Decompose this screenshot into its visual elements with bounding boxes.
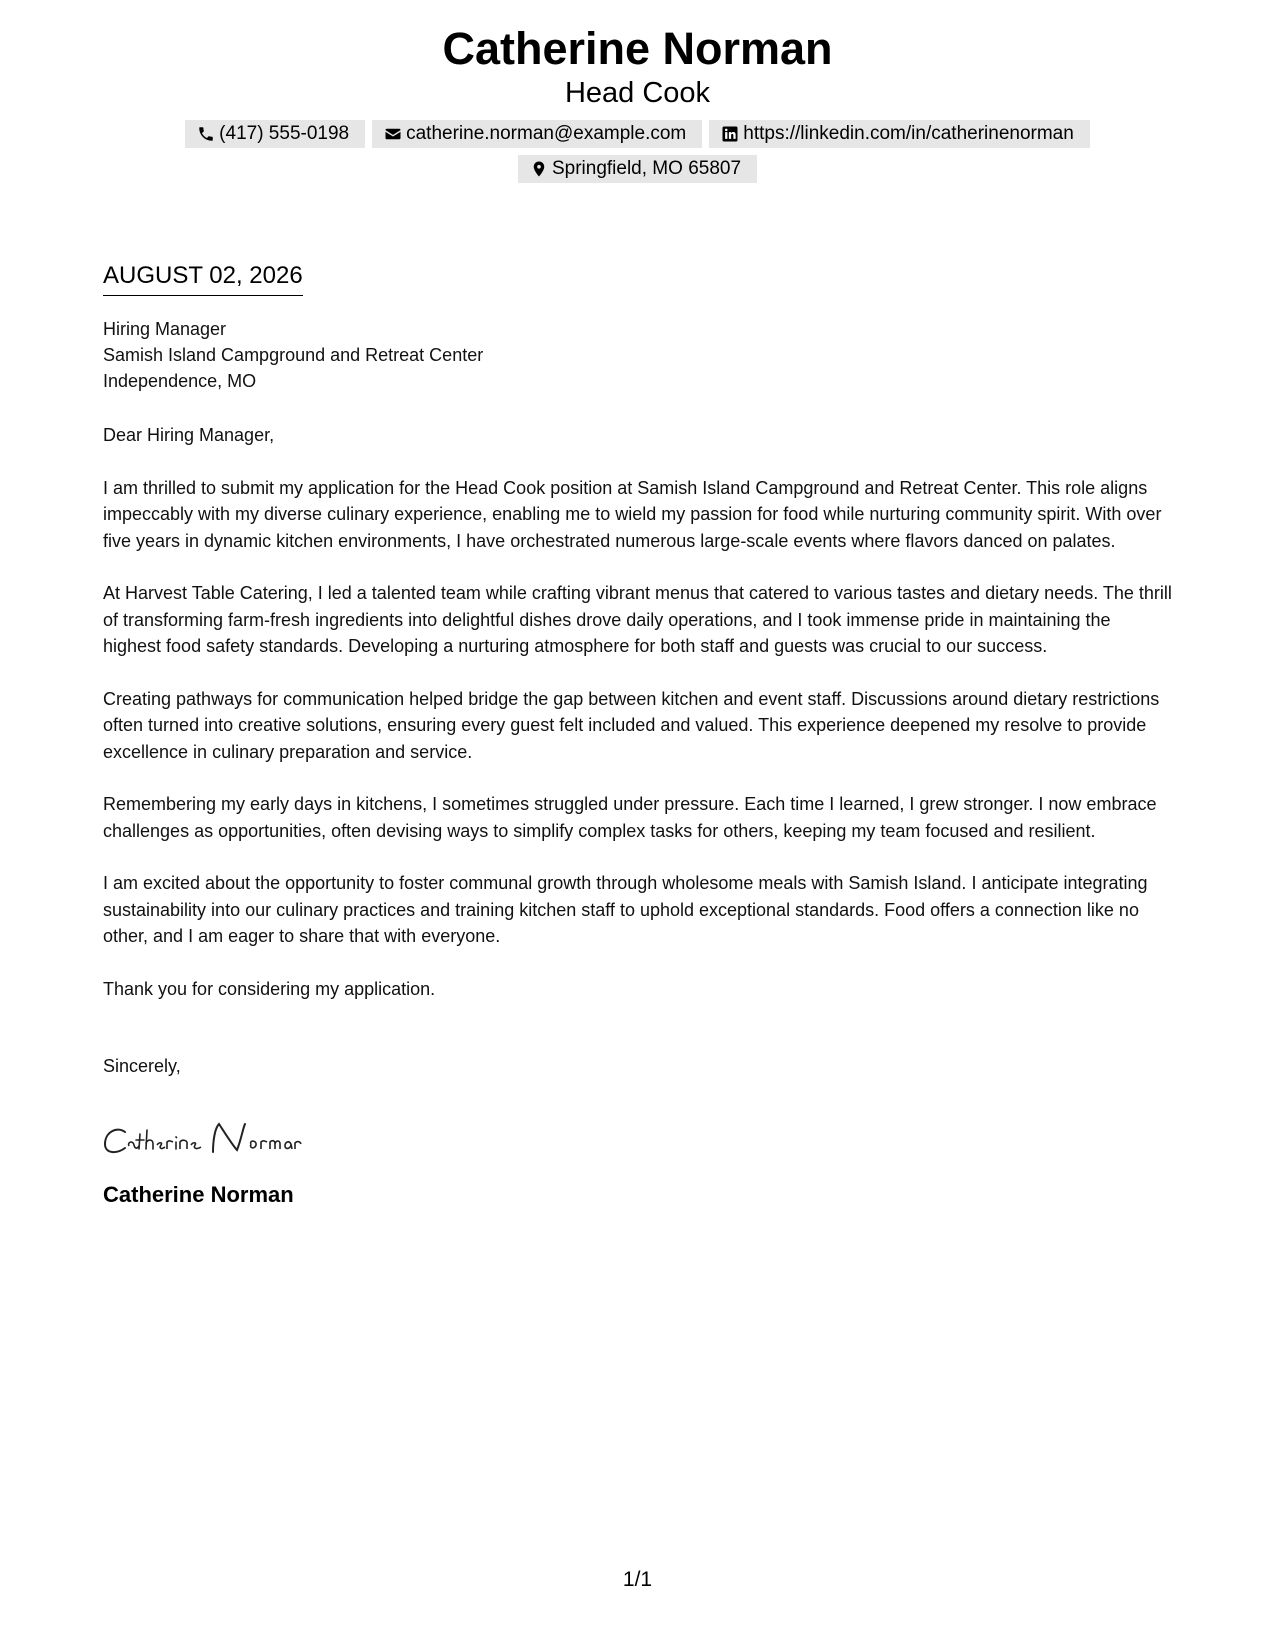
contact-location — [518, 155, 757, 183]
recipient-block — [103, 316, 1173, 394]
letter-body — [103, 260, 1173, 1208]
recipient-line: Independence, MO — [103, 371, 257, 391]
contact-bar — [178, 120, 1098, 183]
body-paragraph: At Harvest Table Catering, I led a talented team while crafting vibrant menus that catered to various tastes and dietary needs. The thrill of transforming farm-fresh ingredients into delightful dishes drove daily operations, and I took immense pride in maintaining the highest food safety standards. Developing a nurturing atmosphere for both staff and guests was crucial to our success. — [103, 583, 1172, 656]
recipient-line: Samish Island Campground and Retreat Center — [103, 345, 484, 365]
applicant-title: Head Cook — [564, 77, 711, 109]
page-indicator: 1/1 — [622, 1568, 653, 1591]
recipient-line: Hiring Manager — [103, 319, 227, 339]
greeting: Dear Hiring Manager, — [103, 425, 275, 445]
contact-email[interactable] — [372, 120, 702, 148]
letter-date: AUGUST 02, 2026 — [103, 260, 303, 296]
body-paragraph: I am thrilled to submit my application for the Head Cook position at Samish Island Campground and Retreat Center. This role aligns impeccably with my diverse culinary experience, enabling me to wield my passion for food while nurturing community spirit. With over five years in dynamic kitchen environments, I have orchestrated numerous large-scale events where flavors danced on palates. — [103, 477, 1162, 551]
contact-linkedin[interactable] — [709, 120, 1090, 148]
phone-icon — [197, 125, 215, 143]
map-marker-icon — [530, 160, 548, 178]
email-text[interactable]: catherine.norman@example.com — [406, 123, 687, 144]
body-paragraph: Creating pathways for communication helped bridge the gap between kitchen and event staff. Discussions around dietary restrictions often turned into creative solutions, ensuring every guest felt included and valued. This experience deepened my resolve to provide excellence in culinary preparation and service. — [103, 688, 1160, 762]
contact-phone — [185, 120, 365, 148]
envelope-icon — [384, 125, 402, 143]
location-text: Springfield, MO 65807 — [551, 158, 742, 179]
closing: Sincerely, — [103, 1056, 181, 1076]
linkedin-icon — [721, 125, 739, 143]
letter-header — [0, 22, 1275, 183]
signer-name: Catherine Norman — [103, 1181, 294, 1207]
handwritten-signature — [103, 1116, 1173, 1160]
body-paragraph: Remembering my early days in kitchens, I sometimes struggled under pressure. Each time I learned, I grew stronger. I now embrace challenges as opportunities, often devising ways to simplify complex tasks for others, keeping my team focused and resilient. — [103, 794, 1157, 841]
applicant-name: Catherine Norman — [442, 23, 833, 74]
linkedin-text[interactable]: https://linkedin.com/in/catherinenorman — [743, 123, 1074, 144]
body-paragraph: I am excited about the opportunity to foster communal growth through wholesome meals with Samish Island. I anticipate integrating sustainability into our culinary practices and training kitchen staff to uphold exceptional standards. Food offers a connection like no other, and I am eager to share that with everyone. — [103, 873, 1148, 946]
body-paragraph: Thank you for considering my application. — [103, 978, 436, 999]
phone-text: (417) 555-0198 — [219, 123, 350, 144]
